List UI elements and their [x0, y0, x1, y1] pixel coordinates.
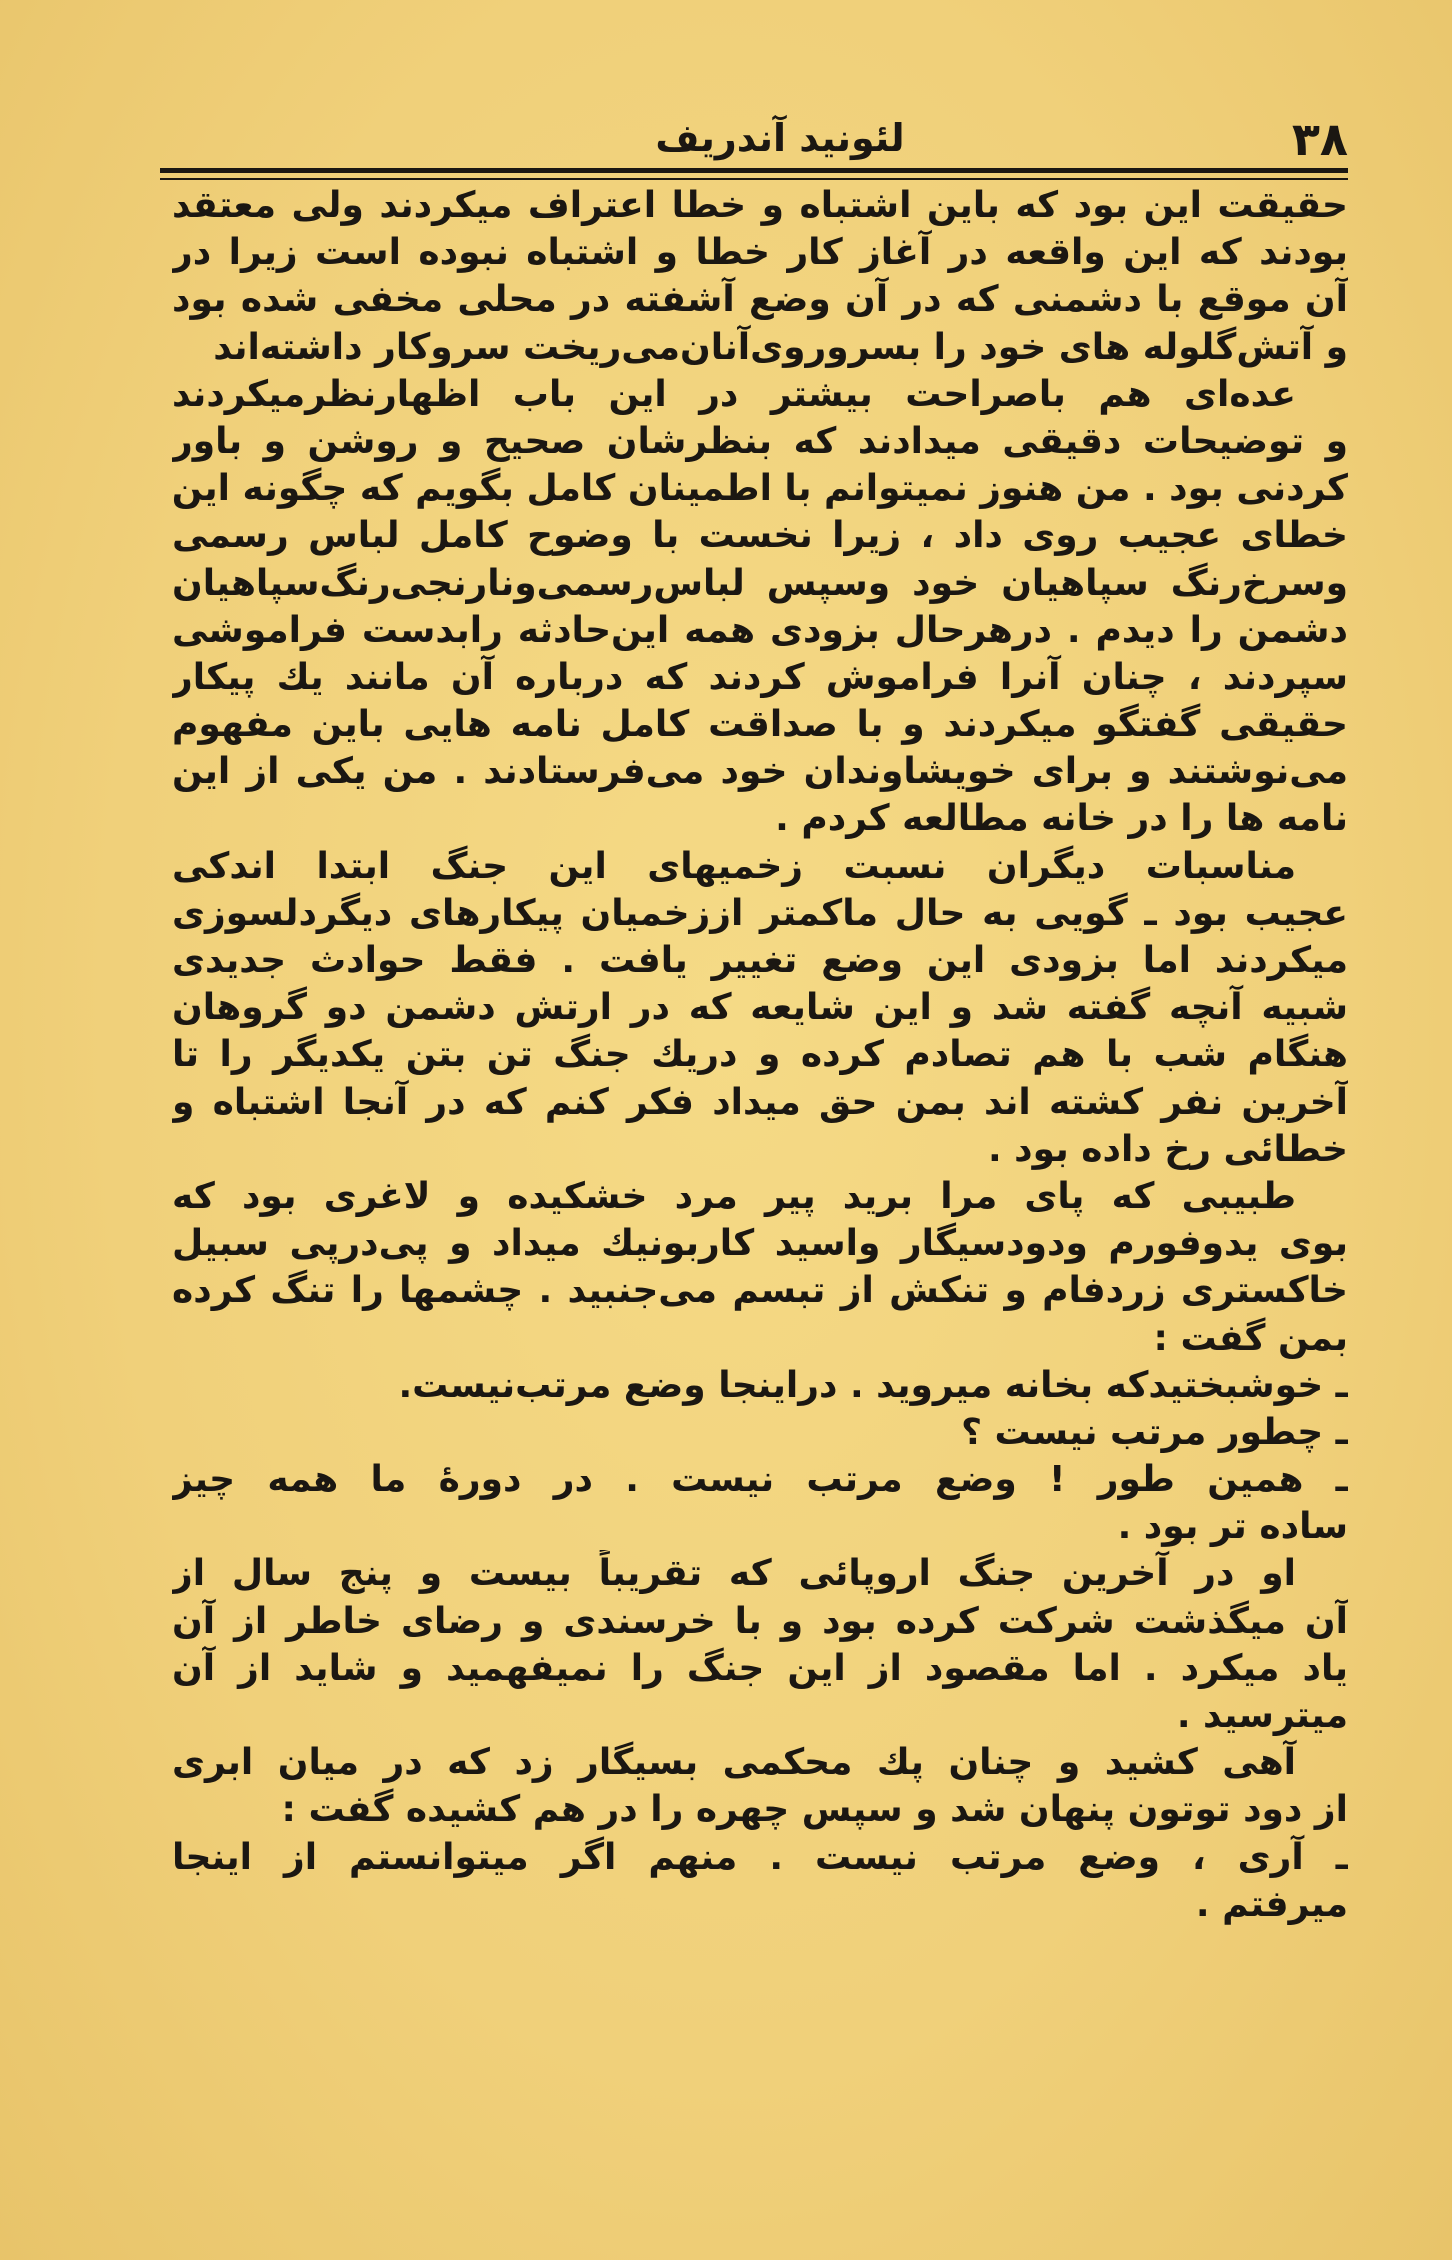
paragraph: [172, 1456, 1348, 1550]
text-line: عده‌ای هم باصراحت بیشتر در این باب اظهارنظرمیکردند: [172, 373, 1296, 415]
text-line: طبیبی که پای مرا برید پیر مرد خشکیده و لاغری بود که: [172, 1175, 1296, 1217]
text-line: بمن گفت :: [1153, 1317, 1348, 1359]
text-line: او در آخرین جنگ اروپائی که تقریباً بیست و پنج سال از: [172, 1553, 1296, 1595]
paragraph: [172, 1409, 1348, 1456]
text-line: و آتش‌گلوله های خود را بسروروی‌آنان‌می‌ریخت سروکار داشته‌اند: [213, 326, 1348, 368]
text-line: میرفتم .: [1195, 1883, 1348, 1925]
text-line: ـ آری ، وضع مرتب نیست . منهم اگر میتوانستم از اینجا: [172, 1836, 1348, 1878]
text-line: آن میگذشت شرکت کرده بود و با خرسندی و رضای خاطر از آن: [172, 1600, 1348, 1642]
text-line: خطای عجیب روی داد ، زیرا نخست با وضوح کامل لباس رسمی: [172, 515, 1348, 557]
text-line: میکردند اما بزودی این وضع تغییر یافت . فقط حوادث جدیدی: [172, 940, 1348, 981]
paragraph: [172, 1362, 1348, 1409]
text-line: نامه ها را در خانه مطالعه کردم .: [775, 798, 1348, 840]
text-line: عجیب بود ـ گویی به حال ماکمتر اززخمیان پیکارهای دیگردلسوزی: [172, 892, 1348, 934]
paragraph: [172, 182, 1348, 371]
text-line: کردنی بود . من هنوز نمیتوانم با اطمینان کامل بگویم که چگونه این: [172, 468, 1348, 510]
text-line: ـ خوشبختیدکه بخانه میروید . دراینجا وضع مرتب‌نیست.: [398, 1364, 1348, 1406]
paragraph: [172, 1739, 1348, 1833]
text-line: دشمن را دیدم . درهرحال بزودی همه این‌حادثه رابدست فراموشی: [172, 609, 1348, 651]
text-line: حقیقی گفتگو میکردند و با صداقت کامل نامه هایی باین مفهوم: [172, 704, 1348, 746]
text-line: می‌نوشتند و برای خویشاوندان خود می‌فرستادند . من یکی از این: [172, 751, 1348, 793]
text-line: حقیقت این بود که باین اشتباه و خطا اعتراف میکردند ولی معتقد: [172, 185, 1348, 226]
text-line: خاکستری زردفام و تنکش از تبسم می‌جنبید . چشمها را تنگ کرده: [172, 1270, 1348, 1312]
paragraph: [172, 843, 1348, 1173]
text-line: بوی یدوفورم ودودسیگار واسید کاربونیك میداد و پی‌درپی سبیل: [172, 1223, 1348, 1265]
header-rule-thin: [160, 178, 1348, 180]
text-line: هنگام شب با هم تصادم کرده و دریك جنگ تن بتن یکدیگر را تا: [172, 1034, 1348, 1076]
text-line: و توضیحات دقیقی میدادند که بنظرشان صحیح و روشن و باور: [172, 420, 1348, 462]
text-line: ـ چطور مرتب نیست ؟: [961, 1411, 1348, 1453]
running-title: لئونید آندریف: [655, 116, 905, 160]
paragraph: [172, 1834, 1348, 1928]
text-line: ساده تر بود .: [1117, 1506, 1348, 1548]
text-line: آن موقع با دشمنی که در آن وضع آشفته در محلی مخفی شده بود: [172, 279, 1348, 321]
text-line: بودند که این واقعه در آغاز کار خطا و اشتباه نبوده است زیرا در: [172, 232, 1348, 274]
text-line: سپردند ، چنان آنرا فراموش کردند که درباره آن مانند یك پیکار: [172, 656, 1348, 698]
text-line: یاد میکرد . اما مقصود از این جنگ را نمیفهمید و شاید از آن: [172, 1647, 1348, 1689]
text-line: میترسید .: [1176, 1695, 1348, 1736]
text-line: وسرخ‌رنگ سپاهیان خود وسپس لباس‌رسمی‌ونارنجی‌رنگ‌سپاهیان: [172, 562, 1348, 604]
text-line: شبیه آنچه گفته شد و این شایعه که در ارتش دشمن دو گروهان: [172, 987, 1348, 1029]
paragraph: [172, 1173, 1348, 1362]
paragraph: [172, 371, 1348, 843]
text-line: خطائی رخ داده بود .: [987, 1128, 1348, 1170]
page-number: ۳۸: [1291, 112, 1348, 166]
page-header: [160, 112, 1348, 168]
text-line: آخرین نفر کشته اند بمن حق میداد فکر کنم که در آنجا اشتباه و: [172, 1081, 1348, 1123]
paragraph: [172, 1550, 1348, 1739]
body-text: [172, 182, 1348, 1928]
text-line: آهی کشید و چنان پك محکمی بسیگار زد که در میان ابری: [172, 1742, 1296, 1784]
text-line: از دود توتون پنهان شد و سپس چهره را در هم کشیده گفت :: [281, 1789, 1348, 1831]
header-rule-thick: [160, 168, 1348, 173]
text-line: مناسبات دیگران نسبت زخمیهای این جنگ ابتدا اندکی: [172, 845, 1296, 887]
text-line: ـ همین طور ! وضع مرتب نیست . در دورهٔ ما همه چیز: [172, 1459, 1348, 1501]
